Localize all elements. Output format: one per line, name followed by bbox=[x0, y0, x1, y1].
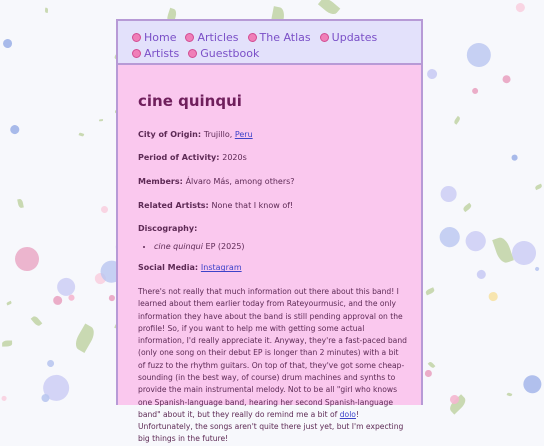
flower-decoration bbox=[475, 268, 487, 280]
flower-decoration bbox=[100, 206, 109, 215]
flower-decoration bbox=[45, 7, 48, 12]
list-item: • cine quinqui EP (2025) bbox=[154, 241, 407, 253]
flower-decoration bbox=[318, 0, 341, 18]
flower-decoration bbox=[425, 370, 433, 378]
nav-articles[interactable]: Articles bbox=[185, 29, 238, 45]
flower-decoration bbox=[79, 133, 84, 137]
flower-decoration bbox=[17, 199, 24, 209]
flower-decoration bbox=[436, 223, 463, 250]
top-nav bbox=[118, 21, 421, 65]
flower-decoration bbox=[425, 287, 435, 295]
flower-decoration bbox=[453, 116, 461, 125]
flower-bullet-icon bbox=[320, 33, 329, 42]
flower-decoration bbox=[428, 361, 436, 369]
origin-row: City of Origin: Trujillo, Peru bbox=[138, 129, 253, 139]
nav-guestbook[interactable]: Guestbook bbox=[188, 45, 259, 61]
flower-decoration bbox=[1, 37, 13, 49]
flower-bullet-icon bbox=[132, 33, 141, 42]
flower-decoration bbox=[441, 186, 457, 202]
flower-bullet-icon bbox=[248, 33, 257, 42]
flower-decoration bbox=[1, 396, 7, 402]
flower-decoration bbox=[31, 315, 43, 327]
flower-bullet-icon bbox=[188, 49, 197, 58]
dolo-link[interactable]: dolo bbox=[339, 409, 356, 419]
main-panel bbox=[116, 19, 423, 444]
flower-decoration bbox=[492, 235, 514, 264]
flower-decoration bbox=[51, 294, 64, 307]
nav-home[interactable]: Home bbox=[132, 29, 176, 45]
discography-list bbox=[138, 241, 407, 253]
flower-bullet-icon bbox=[185, 33, 194, 42]
related-artists-row: Related Artists: None that I know of! bbox=[138, 200, 294, 210]
social-row: Social Media: Instagram bbox=[138, 263, 242, 273]
flower-decoration bbox=[108, 294, 115, 301]
flower-decoration bbox=[508, 237, 540, 269]
instagram-link[interactable]: Instagram bbox=[200, 263, 242, 273]
flower-decoration bbox=[11, 243, 43, 275]
members-row: Members: Álvaro Más, among others? bbox=[138, 176, 295, 186]
flower-decoration bbox=[2, 341, 12, 347]
nav-the-atlas[interactable]: The Atlas bbox=[248, 29, 311, 45]
flower-bullet-icon bbox=[132, 49, 141, 58]
flower-decoration bbox=[467, 43, 491, 67]
flower-decoration bbox=[534, 266, 540, 272]
discography-heading: Discography: bbox=[138, 224, 198, 234]
flower-decoration bbox=[471, 87, 480, 96]
flower-decoration bbox=[462, 227, 489, 254]
page-title: cine quinqui bbox=[138, 92, 242, 110]
flower-decoration bbox=[507, 392, 513, 397]
flower-decoration bbox=[45, 358, 55, 368]
article bbox=[118, 65, 421, 446]
flower-decoration bbox=[9, 124, 21, 136]
period-row: Period of Activity: 2020s bbox=[138, 153, 247, 163]
peru-link[interactable]: Peru bbox=[234, 129, 253, 139]
flower-decoration bbox=[462, 202, 472, 211]
nav-updates[interactable]: Updates bbox=[320, 29, 378, 45]
flower-decoration bbox=[511, 154, 517, 160]
flower-decoration bbox=[72, 323, 97, 352]
flower-decoration bbox=[534, 184, 542, 190]
flower-decoration bbox=[99, 119, 103, 121]
flower-decoration bbox=[7, 301, 12, 305]
flower-decoration bbox=[40, 393, 50, 403]
flower-decoration bbox=[425, 67, 439, 81]
flower-decoration bbox=[500, 73, 512, 85]
nav-artists[interactable]: Artists bbox=[132, 45, 179, 61]
flower-decoration bbox=[488, 291, 499, 302]
flower-decoration bbox=[520, 372, 544, 396]
description-paragraph: There's not really that much information out there about this band! I learned about them earlier today from Rateyourmusic, and the only information they have about the band is still pending approval on the profile! So, if you want to help me with getting some actual information, I'd really appreciate it. Anyway, they're a fast-paced band (only one song on their debut EP is longer than 2 minutes) with a bit of fuzz to the rhythm guitars. On top of that, they've got some cheap-sounding (in the best way, of course) drum machines and synths to provide the main instrumental melody. Not to be all "girl who knows one Spanish-language band, hearing her second Spanish-language band" about it, but they really do remind me a bit of dolo! Unfortunately, the songs aren't quite there just yet, but I'm expecting big things in the future! bbox=[138, 286, 407, 444]
flower-decoration bbox=[515, 1, 527, 13]
